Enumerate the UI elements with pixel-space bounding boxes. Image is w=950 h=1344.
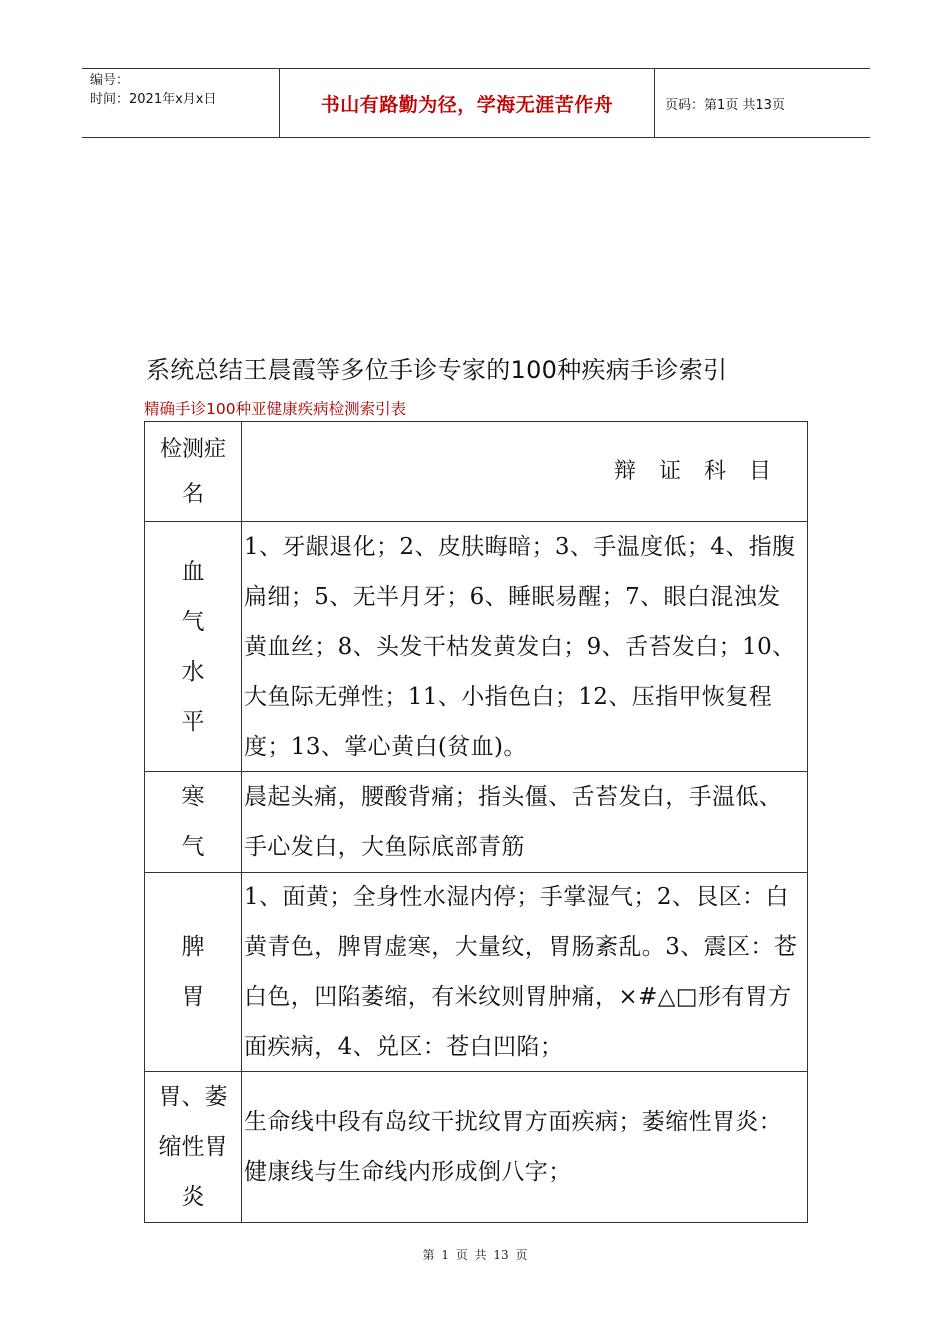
symptom-name: 寒气 xyxy=(145,772,242,872)
symptom-name: 血气水平 xyxy=(145,522,242,771)
symptom-name: 脾胃 xyxy=(145,873,242,1071)
page-footer: 第 1 页 共 13 页 xyxy=(422,1248,528,1262)
document-title: 系统总结王晨霞等多位手诊专家的100种疾病手诊索引 xyxy=(146,356,728,384)
header-motto: 书山有路勤为径，学海无涯苦作舟 xyxy=(280,69,655,137)
column-header-name: 检测症名 xyxy=(145,422,242,521)
diagnosis-table xyxy=(144,421,808,1223)
table-header-row xyxy=(145,422,807,522)
symptom-detail: 生命线中段有岛纹干扰纹胃方面疾病；萎缩性胃炎：健康线与生命线内形成倒八字； xyxy=(244,1109,783,1185)
column-header-detail: 辩 证 科 目 xyxy=(614,458,779,484)
symptom-detail: 1、面黄；全身性水湿内停；手掌湿气；2、艮区：白黄青色，脾胃虚寒，大量纹，胃肠紊乱。3、震区：苍白色，凹陷萎缩，有米纹则胃肿痛，×#△□形有胃方面疾病，4、兑区：苍白凹陷； xyxy=(244,884,798,1060)
header-meta xyxy=(82,69,280,137)
date-label: 时间：2021年x月x日 xyxy=(90,92,217,107)
table-row xyxy=(145,772,807,873)
table-row xyxy=(145,873,807,1072)
header-page-info: 页码：第1页 共13页 xyxy=(665,97,785,113)
table-row xyxy=(145,522,807,772)
document-subtitle: 精确手诊100种亚健康疾病检测索引表 xyxy=(144,400,407,418)
page-header xyxy=(82,68,870,138)
number-label: 编号： xyxy=(90,73,130,88)
symptom-name: 胃、萎缩性胃炎 xyxy=(145,1072,242,1222)
symptom-detail: 1、牙龈退化；2、皮肤晦暗；3、手温度低；4、指腹扁细；5、无半月牙；6、睡眠易醒；7、眼白混浊发黄血丝；8、头发干枯发黄发白；9、舌苔发白；10、大鱼际无弹性；11、小指色白；12、压指甲恢复程度；13、掌心黄白(贫血)。 xyxy=(244,533,796,760)
table-row xyxy=(145,1072,807,1223)
symptom-detail: 晨起头痛，腰酸背痛；指头僵、舌苔发白，手温低、手心发白，大鱼际底部青筋 xyxy=(244,784,783,860)
